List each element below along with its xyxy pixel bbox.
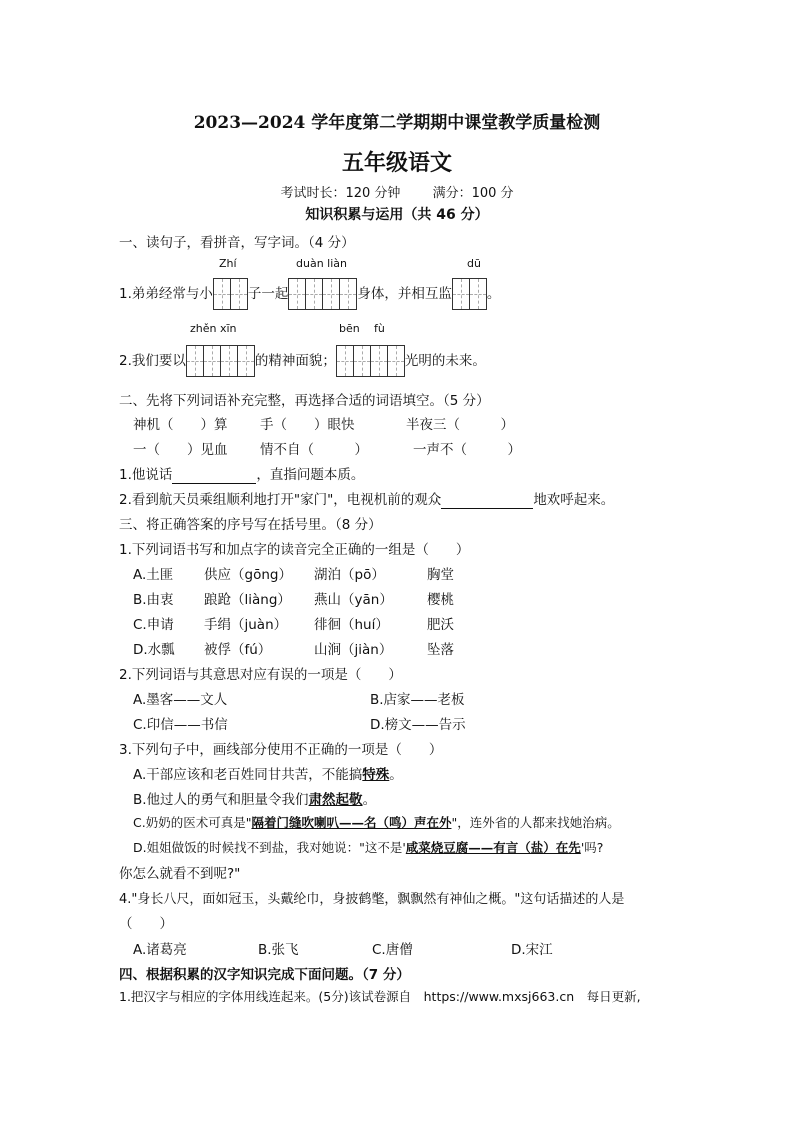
- idiom-2: 手（ ）眼快: [260, 417, 355, 433]
- pinyin-ben: bēn: [339, 322, 360, 335]
- q3-p2-option-d[interactable]: D.榜文——告示: [370, 717, 466, 733]
- q3-p1-option-word: 踉跄（liàng）: [204, 592, 291, 608]
- q3-p1-option[interactable]: C.申请: [133, 617, 174, 633]
- q3-p1-option-word: 胸堂: [427, 567, 454, 583]
- q3-p2-option-a[interactable]: A.墨客——文人: [133, 692, 228, 708]
- q3-p4-option-b[interactable]: B.张飞: [258, 942, 299, 958]
- q3-p4-option-a[interactable]: A.诸葛亮: [133, 942, 187, 958]
- q3-heading: 三、将正确答案的序号写在括号里。（8 分）: [119, 517, 382, 533]
- answer-box-benfu[interactable]: [336, 345, 405, 377]
- q1-line1-text-d: 。: [486, 286, 501, 302]
- exam-meta: [0, 182, 794, 201]
- q3-p3-d-text: D.姐姐做饭的时候找不到盐，我对她说："这不是': [133, 840, 406, 855]
- q3-p1-option-word: 徘徊（huí）: [314, 617, 389, 633]
- pinyin-fu: fù: [374, 322, 385, 335]
- q2-s2-text-a: 2.看到航天员乘组顺利地打开"家门"，电视机前的观众: [119, 492, 442, 508]
- q3-p3-d-underlined: 咸菜烧豆腐——有言（盐）在先: [405, 840, 581, 855]
- pinyin-duanlian: duàn liàn: [296, 257, 347, 270]
- q1-heading: 一、读句子，看拼音，写字词。（4 分）: [119, 235, 355, 251]
- idiom-3: 半夜三（ ）: [406, 417, 514, 433]
- q3-p3-b-end: 。: [362, 792, 377, 808]
- q3-p1-option[interactable]: D.水瓢: [133, 642, 175, 658]
- q3-p1-option-word: 供应（gōng）: [204, 567, 292, 583]
- answer-box-zhenxin[interactable]: [186, 345, 255, 377]
- q3-p1-option-word: 被俘（fú）: [204, 642, 272, 658]
- q3-p1-option-word: 山涧（jiàn）: [314, 642, 393, 658]
- q3-p2: 2.下列词语与其意思对应有误的一项是（ ）: [119, 667, 402, 683]
- q3-p1-option-word: 肥沃: [427, 617, 454, 633]
- q3-p1-option[interactable]: B.由衷: [133, 592, 174, 608]
- fill-blank-1[interactable]: [172, 467, 256, 484]
- q1-line2: [119, 345, 486, 377]
- q3-p3-a-underlined: 特殊: [362, 767, 390, 783]
- q3-p3-b-underlined: 肃然起敬: [308, 792, 363, 808]
- exam-title: 2023—2024 学年度第二学期期中课堂教学质量检测: [193, 113, 601, 133]
- q2-s1-text-a: 1.他说话: [119, 467, 173, 483]
- exam-time: 考试时长：120 分钟: [280, 186, 401, 201]
- part-title: 知识积累与运用（共 46 分）: [305, 207, 489, 223]
- q1-line1-text-b: 子一起: [247, 286, 289, 302]
- idiom-6: 一声不（ ）: [413, 442, 521, 458]
- subject-title: 五年级语文: [341, 150, 452, 176]
- q3-p1-option-word: 手绢（juàn）: [204, 617, 288, 633]
- q3-p1: 1.下列词语书写和加点字的读音完全正确的一组是（ ）: [119, 542, 470, 558]
- idiom-5: 情不自（ ）: [260, 442, 368, 458]
- q3-p1-option-word: 燕山（yān）: [314, 592, 393, 608]
- q3-p3-c-end: "，连外省的人都来找她治病。: [451, 815, 620, 830]
- idiom-1: 神机（ ）算: [133, 417, 228, 433]
- q3-p4-option-c[interactable]: C.唐僧: [372, 942, 413, 958]
- q2-heading: 二、先将下列词语补充完整，再选择合适的词语填空。（5 分）: [119, 393, 490, 409]
- q3-p3-a-text: A.干部应该和老百姓同甘共苦，不能搞: [133, 767, 363, 783]
- exam-score: 满分：100 分: [432, 186, 514, 201]
- q3-p3-option-c[interactable]: [133, 813, 620, 831]
- q3-p1-option[interactable]: A.土匪: [133, 567, 174, 583]
- idiom-4: 一（ ）见血: [133, 442, 228, 458]
- q3-p4-option-d[interactable]: D.宋江: [511, 942, 553, 958]
- q1-line2-text-c: 光明的未来。: [404, 353, 486, 369]
- q2-sentence-1: [119, 463, 364, 484]
- q3-p3-d-end: '吗?: [580, 840, 604, 855]
- q3-p4-paren[interactable]: （ ）: [119, 916, 173, 932]
- q3-p3-option-a[interactable]: [133, 763, 403, 783]
- q1-line1-text-c: 身体，并相互监: [357, 286, 452, 302]
- q3-p3: 3.下列句子中，画线部分使用不正确的一项是（ ）: [119, 742, 443, 758]
- q3-p2-option-b[interactable]: B.店家——老板: [370, 692, 465, 708]
- answer-box-du[interactable]: [452, 278, 487, 310]
- q2-s2-text-b: 地欢呼起来。: [533, 492, 615, 508]
- q3-p3-c-text: C.奶奶的医术可真是": [133, 815, 252, 830]
- q1-line1: [119, 278, 500, 310]
- q2-s1-text-b: ，直指问题本质。: [256, 467, 365, 483]
- pinyin-zhenxin: zhěn xīn: [190, 322, 237, 335]
- q3-p1-option-word: 湖泊（pō）: [314, 567, 385, 583]
- q3-p3-option-d[interactable]: [133, 838, 603, 856]
- q3-p1-option-word: 樱桃: [427, 592, 454, 608]
- q1-line2-text-a: 2.我们要以: [119, 353, 186, 369]
- q3-p3-a-end: 。: [389, 767, 403, 783]
- pinyin-zhi: Zhí: [219, 257, 237, 270]
- q1-line1-text-a: 1.弟弟经常与小: [119, 286, 213, 302]
- answer-box-duanlian[interactable]: [288, 278, 357, 310]
- pinyin-du: dū: [467, 257, 481, 270]
- answer-box-zhi[interactable]: [213, 278, 248, 310]
- q2-sentence-2: [119, 488, 614, 509]
- q4-line: 1.把汉字与相应的字体用线连起来。(5分)该试卷源自 https://www.mxsj663.cn 每日更新,: [119, 989, 641, 1004]
- q3-p3-option-b[interactable]: [133, 788, 376, 808]
- q3-p1-option-word: 坠落: [427, 642, 454, 658]
- q1-line2-text-b: 的精神面貌；: [254, 353, 336, 369]
- q3-p3-option-d-cont: 你怎么就看不到呢?": [119, 866, 241, 882]
- fill-blank-2[interactable]: [441, 492, 533, 509]
- q3-p2-option-c[interactable]: C.印信——书信: [133, 717, 228, 733]
- q3-p3-c-underlined: 隔着门缝吹喇叭——名（鸣）声在外: [251, 815, 452, 830]
- q3-p3-b-text: B.他过人的勇气和胆量令我们: [133, 792, 309, 808]
- q3-p4: 4."身长八尺，面如冠玉，头戴纶巾，身披鹤氅，飘飘然有神仙之概。"这句话描述的人是: [119, 892, 625, 907]
- q4-heading: 四、根据积累的汉字知识完成下面问题。（7 分）: [119, 967, 410, 983]
